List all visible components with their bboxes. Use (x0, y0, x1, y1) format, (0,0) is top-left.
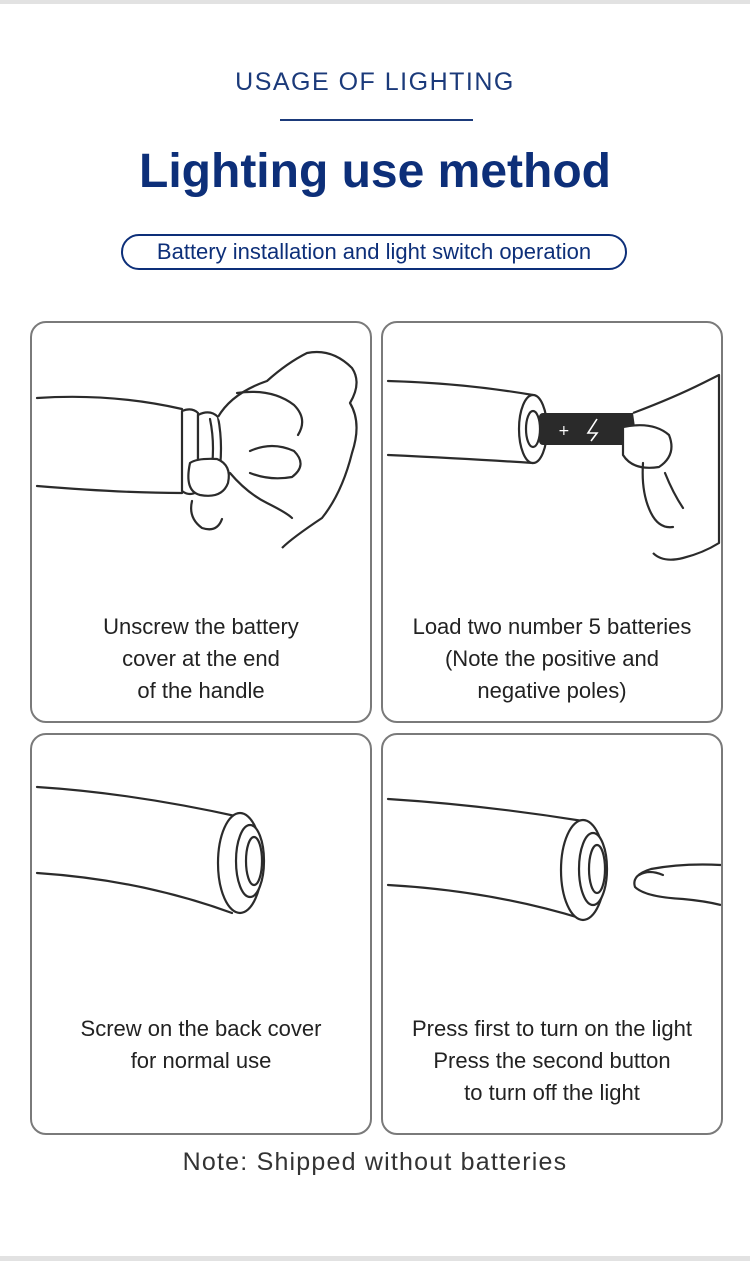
step-2-line-2: (Note the positive and (444, 646, 660, 671)
step-1-line-1: Unscrew the battery (103, 614, 299, 639)
top-divider (0, 0, 750, 4)
svg-text:+: + (558, 423, 570, 439)
hand-unscrew-illustration-icon (32, 323, 372, 583)
step-4-line-3: to turn off the light (464, 1080, 640, 1105)
shipping-note: Note: Shipped without batteries (182, 1148, 568, 1176)
step-4-line-2: Press the second button (433, 1048, 671, 1073)
step-1-line-2: cover at the end (122, 646, 280, 671)
step-2-line-1: Load two number 5 batteries (412, 614, 692, 639)
battery-insert-illustration-icon (383, 323, 723, 583)
step-card-unscrew (30, 321, 372, 723)
step-2-line-3: negative poles) (477, 678, 627, 703)
step-4-line-1: Press first to turn on the light (411, 1016, 693, 1041)
bottom-divider (0, 1256, 750, 1261)
step-card-load-batteries (381, 321, 723, 723)
step-1-line-3: of the handle (137, 678, 265, 703)
step-3-line-1: Screw on the back cover (80, 1016, 322, 1041)
page-title: Lighting use method (139, 145, 611, 198)
step-card-press-switch (381, 733, 723, 1135)
eyebrow-underline (280, 119, 473, 121)
handle-closed-illustration-icon (32, 735, 372, 995)
step-3-line-2: for normal use (130, 1048, 272, 1073)
subtitle-pill: Battery installation and light switch operation (121, 234, 627, 270)
finger-press-illustration-icon (383, 735, 723, 995)
step-card-screw-cover (30, 733, 372, 1135)
section-eyebrow: USAGE OF LIGHTING (235, 68, 515, 96)
